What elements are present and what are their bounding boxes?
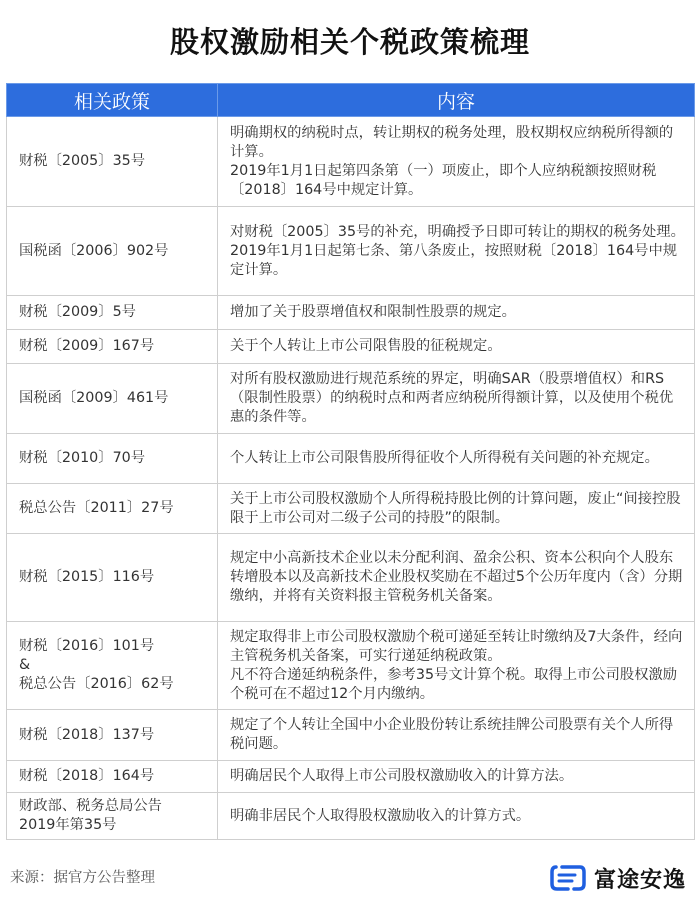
table-row [7, 296, 695, 330]
policy-cell: 财税〔2018〕137号 [7, 710, 218, 761]
content-cell: 明确非居民个人取得股权激励收入的计算方式。 [218, 793, 695, 840]
content-cell: 规定了个人转让全国中小企业股份转让系统挂牌公司股票有关个人所得税问题。 [218, 710, 695, 761]
table-row [7, 364, 695, 434]
content-cell: 关于个人转让上市公司限售股的征税规定。 [218, 330, 695, 364]
content-cell: 增加了关于股票增值权和限制性股票的规定。 [218, 296, 695, 330]
table-row [7, 622, 695, 710]
policy-cell: 税总公告〔2011〕27号 [7, 484, 218, 534]
table-header-row [7, 84, 695, 117]
source-note: 来源：据官方公告整理 [10, 870, 155, 886]
policy-cell: 财政部、税务总局公告 2019年第35号 [7, 793, 218, 840]
brand-name: 富途安逸 [593, 867, 686, 893]
table-row [7, 793, 695, 840]
content-cell: 对财税〔2005〕35号的补充，明确授予日即可转让的期权的税务处理。 2019年1月1日起第七条、第八条废止，按照财税〔2018〕164号中规定计算。 [218, 207, 695, 296]
policy-cell: 财税〔2015〕116号 [7, 534, 218, 622]
page-title: 股权激励相关个税政策梳理 [169, 24, 530, 59]
table-row [7, 207, 695, 296]
table-row [7, 117, 695, 207]
futu-anyi-logo-icon [550, 863, 586, 893]
content-cell: 个人转让上市公司限售股所得征收个人所得税有关问题的补充规定。 [218, 434, 695, 484]
policy-cell: 财税〔2005〕35号 [7, 117, 218, 207]
table-row [7, 434, 695, 484]
policy-cell: 财税〔2016〕101号 & 税总公告〔2016〕62号 [7, 622, 218, 710]
brand-logo [550, 858, 686, 898]
content-cell: 明确居民个人取得上市公司股权激励收入的计算方法。 [218, 761, 695, 793]
policy-cell: 国税函〔2009〕461号 [7, 364, 218, 434]
table-row [7, 330, 695, 364]
content-cell: 对所有股权激励进行规范系统的界定，明确SAR（股票增值权）和RS（限制性股票）的纳税时点和两者应纳税所得额计算，以及使用个税优惠的条件等。 [218, 364, 695, 434]
table-row [7, 484, 695, 534]
content-cell: 关于上市公司股权激励个人所得税持股比例的计算问题，废止“间接控股限于上市公司对二级子公司的持股”的限制。 [218, 484, 695, 534]
policy-cell: 财税〔2018〕164号 [7, 761, 218, 793]
content-cell: 规定中小高新技术企业以未分配利润、盈余公积、资本公积向个人股东转增股本以及高新技术企业股权奖励在不超过5个公历年度内（含）分期缴纳，并将有关资料报主管税务机关备案。 [218, 534, 695, 622]
policy-table [6, 83, 695, 840]
table-row [7, 534, 695, 622]
policy-cell: 财税〔2009〕5号 [7, 296, 218, 330]
table-row [7, 761, 695, 793]
content-cell: 明确期权的纳税时点，转让期权的税务处理，股权期权应纳税所得额的计算。 2019年1月1日起第四条第（一）项废止，即个人应纳税额按照财税〔2018〕164号中规定计算。 [218, 117, 695, 207]
policy-cell: 财税〔2009〕167号 [7, 330, 218, 364]
policy-cell: 国税函〔2006〕902号 [7, 207, 218, 296]
column-header-policy: 相关政策 [7, 84, 218, 117]
table-row [7, 710, 695, 761]
policy-cell: 财税〔2010〕70号 [7, 434, 218, 484]
content-cell: 规定取得非上市公司股权激励个税可递延至转让时缴纳及7大条件，经向主管税务机关备案，可实行递延纳税政策。 凡不符合递延纳税条件，参考35号文计算个税。取得上市公司股权激励个税可在不超过12个月内缴纳。 [218, 622, 695, 710]
column-header-content: 内容 [218, 84, 695, 117]
